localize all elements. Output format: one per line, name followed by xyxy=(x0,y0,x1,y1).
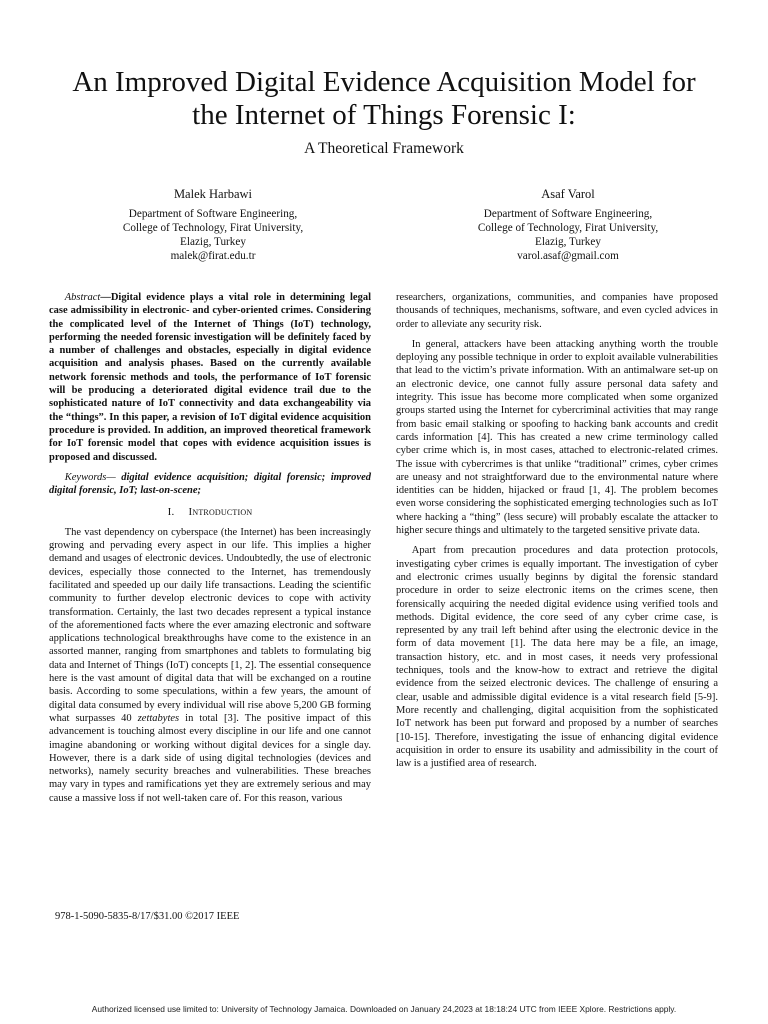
author-city: Elazig, Turkey xyxy=(535,236,601,248)
author-name: Asaf Varol xyxy=(541,187,595,201)
paper-title xyxy=(30,66,738,132)
keywords-text: digital evidence acquisition; digital forensic; improved digital forensic, IoT; last-on-scene; xyxy=(49,471,371,497)
author-college: College of Technology, Firat University, xyxy=(122,222,304,234)
title-line-2: the Internet of Things Forensic I: xyxy=(192,99,576,131)
author-email: varol.asaf@gmail.com xyxy=(517,250,619,262)
author-block-2 xyxy=(438,187,698,263)
intro-paragraph-1 xyxy=(49,526,371,805)
author-department: Department of Software Engineering, xyxy=(483,208,653,220)
abstract-text: —Digital evidence plays a vital role in determining legal case admissibility in electronic- and cyber-oriented crimes. Considering the complicated level of the Internet of Things (IoT) technology, performing the needed forensic investigation will be definitely faced by a number of challenges and obstacles, especially in digital evidence acquisition and analysis phases. Based on the currently available network forensic methods and tools, the performance of IoT forensic will be producing a deteriorated digital evidence trail due to the sophisticated nature of IoT connectivity and data exchangeability via the “things”. In this paper, a revision of IoT digital evidence acquisition procedure is provided. In addition, an improved theoretical framework for IoT forensic model that copes with evidence acquisition issues is proposed and discussed. xyxy=(49,292,371,463)
author-email: malek@firat.edu.tr xyxy=(170,250,256,262)
section-title: Introduction xyxy=(188,506,253,519)
copyright-line: 978-1-5090-5835-8/17/$31.00 ©2017 IEEE xyxy=(55,911,240,922)
author-block-1 xyxy=(83,187,343,263)
keywords xyxy=(49,471,371,498)
intro-paragraph-3: Apart from precaution procedures and data protection protocols, investigating cyber crimes is equally important. The investigation of cyber and electronic crimes usually beginns by digital the forensic standard procedure in order to seize electronic items on the crimes scene, then forensically acquiring the needed digital evidence using verified tools and methods. Digital evidence, the core seed of any cyber crime case, is represented by any trail left behind after using the electronic device in the form of data movement [1]. The data here may be a file, an image, transaction history, etc. and in most cases, it needs very professional techniques, tools and the know-how to extract and retrieve the digital evidence from the seized electronic devices. The challenge of ensuring a clear, usable and admissible digital evidence is a vital research field [5-9]. More recently and challenging, digital acquisition from the sophisticated IoT network has been put forward and proposed by a number of searches [10-15]. Therefore, investigating the issue of enhancing digital evidence acquisition in order to ensure its usability and admissibility in the court of law is a justified area of research. xyxy=(396,545,718,770)
author-name: Malek Harbawi xyxy=(173,187,253,201)
keywords-label: Keywords— xyxy=(64,471,116,483)
intro-paragraph-2: In general, attackers have been attacking anything worth the trouble deploying any possible technique in order to exploit available vulnerabilities that lead to the victim’s private information. With an antimalware set-up on an electronic device, one cannot fully assure personal data safety and integrity. This issue has become more complicated when some organized groups started using the Internet for cybercriminal activities that may range from basic email stalking or spoofing to hacking bank accounts and credit cards information [4]. This has created a new crime terminology called cyber crime which is, in most cases, attached to electronic-related crimes. The issue with cybercrimes is that unlike “traditional” crimes, cyber crimes are uneasy and not straightforward due to the environmental nature where identities can be hidden, hijacked or fraud [1, 4]. The problem becomes even worse considering the sophisticated emerging technologies such as IoT where hacking a “thing” (less secure) will probably escalate the attacker to higher secure things and ultimately to the targeted sensitive private data. xyxy=(396,338,718,537)
intro-text-b: in total [3]. The positive impact of this advancement is touching almost every discipline in our life and one cannot imagine abandoning or working without digital devices for a single day. However, there is a dark side of using digital technologies (devices and networks), namely security breaches and vulnerabilities. These breaches may vary in types and ramifications yet they are extremely serious and may cause a massive loss if not well-taken care of. For this reason, various xyxy=(49,712,371,804)
section-number: I. xyxy=(167,506,175,519)
author-city: Elazig, Turkey xyxy=(180,236,246,248)
section-heading xyxy=(49,506,371,519)
paper-subtitle: A Theoretical Framework xyxy=(304,140,464,157)
left-column xyxy=(49,291,371,805)
license-footer: Authorized licensed use limited to: University of Technology Jamaica. Downloaded on January 24,2023 at 18:18:24 UTC from IEEE Xplore. Restrictions apply. xyxy=(91,1004,677,1014)
title-line-1: An Improved Digital Evidence Acquisition Model for xyxy=(72,66,696,98)
intro-text-a: The vast dependency on cyberspace (the Internet) has been increasingly growing and pervading every aspect in our life. This implies a higher demand and usages of electronic devices. Undoubtedly, the use of electronic devices, especially those connected to the Internet, has tremendously facilitated and speeded up our daily life transactions. Leading the scientific community to further develop electronic devices to cope with activity transformation. Certainly, the last two decades represent a typical instance of the aforementioned facts where the ever amazing electronic and software applications technological breakthroughs have come to the existence in an assorted manner, ranging from smartphones and tablets to formulating big data and Internet of Things (IoT) concepts [1, 2]. The essential consequence here is the vast amount of digital data that will be exchanged on a routine basis. According to some speculations, within a few years, the amount of digital data consumed by every individual will rise above 5,200 GB forming what surpasses 40 xyxy=(49,526,371,724)
author-department: Department of Software Engineering, xyxy=(128,208,298,220)
intro-text-emphasis: zettabytes xyxy=(137,712,180,724)
intro-paragraph-continued: researchers, organizations, communities, and companies have proposed thousands of techniques, mechanisms, software, and even cycled advices in order to alleviate any security risk. xyxy=(396,292,718,330)
author-college: College of Technology, Firat University, xyxy=(477,222,659,234)
abstract-label: Abstract xyxy=(64,292,101,303)
right-column xyxy=(396,291,718,770)
abstract xyxy=(49,291,371,464)
